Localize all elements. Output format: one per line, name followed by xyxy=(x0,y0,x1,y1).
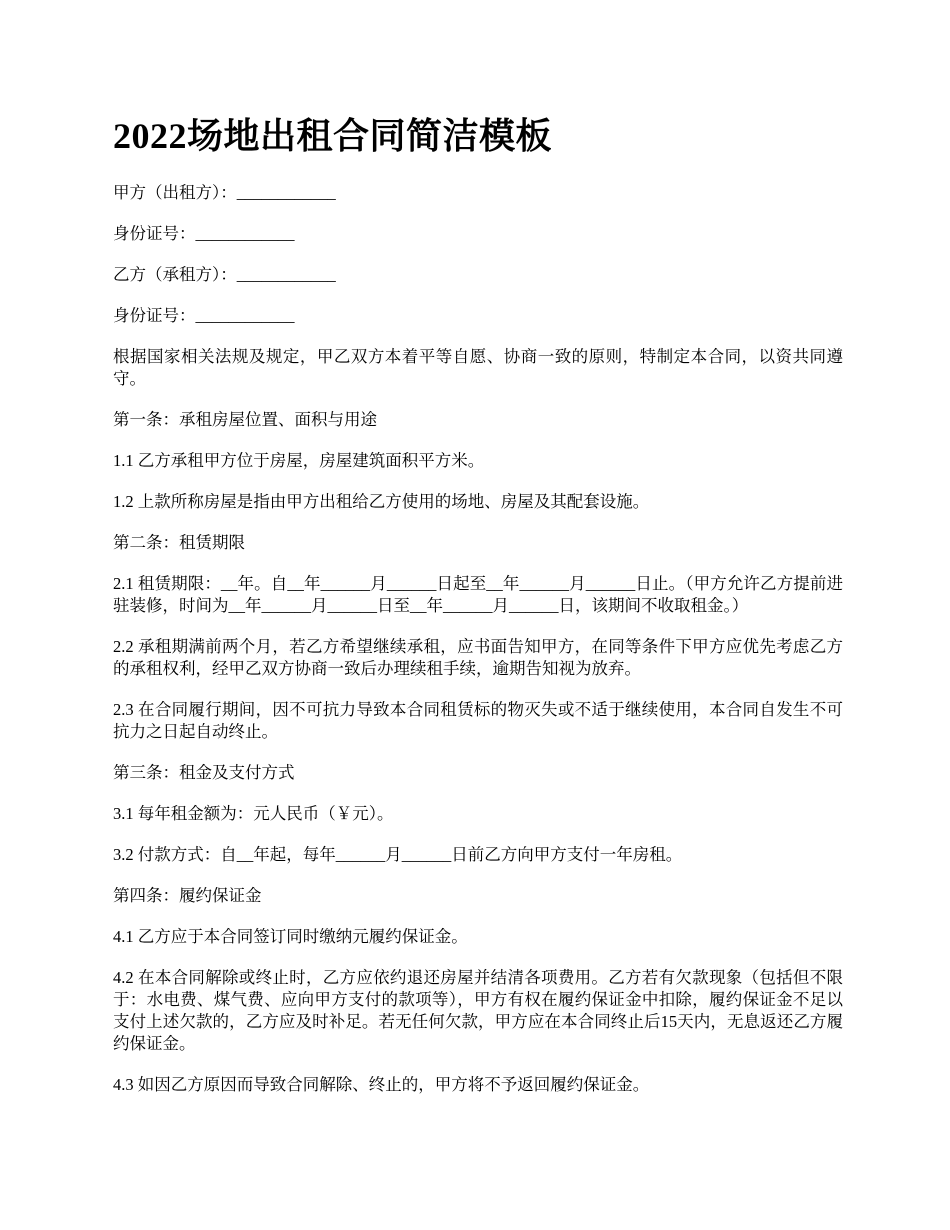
clause-2-1: 2.1 租赁期限：__年。自__年______月______日起至__年______月______日止。（甲方允许乙方提前进驻装修，时间为__年______月______日至__年______月______日，该期间不收取租金。） xyxy=(113,574,843,615)
preamble-paragraph: 根据国家相关法规及规定，甲乙双方本着平等自愿、协商一致的原则，特制定本合同，以资共同遵守。 xyxy=(113,347,843,388)
party-b-line: 乙方（承租方）：____________ xyxy=(113,265,336,284)
document-page xyxy=(113,112,843,1115)
clause-3-2: 3.2 付款方式：自__年起，每年______月______日前乙方向甲方支付一年房租。 xyxy=(113,845,683,864)
party-a-line: 甲方（出租方）：____________ xyxy=(113,183,336,202)
clause-1-2: 1.2 上款所称房屋是指由甲方出租给乙方使用的场地、房屋及其配套设施。 xyxy=(113,492,650,511)
document-title: 2022场地出租合同简洁模板 xyxy=(113,116,553,156)
party-b-id-line: 身份证号：____________ xyxy=(113,306,295,325)
clause-3-1: 3.1 每年租金额为：元人民币（￥元）。 xyxy=(113,804,394,823)
clause-1-1: 1.1 乙方承租甲方位于房屋，房屋建筑面积平方米。 xyxy=(113,451,485,470)
clause-2-2: 2.2 承租期满前两个月，若乙方希望继续承租，应书面告知甲方，在同等条件下甲方应优先考虑乙方的承租权利，经甲乙双方协商一致后办理续租手续，逾期告知视为放弃。 xyxy=(113,637,843,678)
article-2-heading: 第二条：租赁期限 xyxy=(113,533,245,552)
article-1-heading: 第一条：承租房屋位置、面积与用途 xyxy=(113,410,377,429)
clause-4-3: 4.3 如因乙方原因而导致合同解除、终止的，甲方将不予返回履约保证金。 xyxy=(113,1075,650,1094)
article-3-heading: 第三条：租金及支付方式 xyxy=(113,763,295,782)
clause-2-3: 2.3 在合同履行期间，因不可抗力导致本合同租赁标的物灭失或不适于继续使用，本合同自发生不可抗力之日起自动终止。 xyxy=(113,700,843,741)
clause-4-2: 4.2 在本合同解除或终止时，乙方应依约退还房屋并结清各项费用。乙方若有欠款现象（包括但不限于：水电费、煤气费、应向甲方支付的款项等），甲方有权在履约保证金中扣除，履约保证金不足以支付上述欠款的，乙方应及时补足。若无任何欠款，甲方应在本合同终止后15天内，无息返还乙方履约保证金。 xyxy=(113,968,843,1053)
clause-4-1: 4.1 乙方应于本合同签订同时缴纳元履约保证金。 xyxy=(113,927,468,946)
party-a-id-line: 身份证号：____________ xyxy=(113,224,295,243)
article-4-heading: 第四条：履约保证金 xyxy=(113,886,262,905)
